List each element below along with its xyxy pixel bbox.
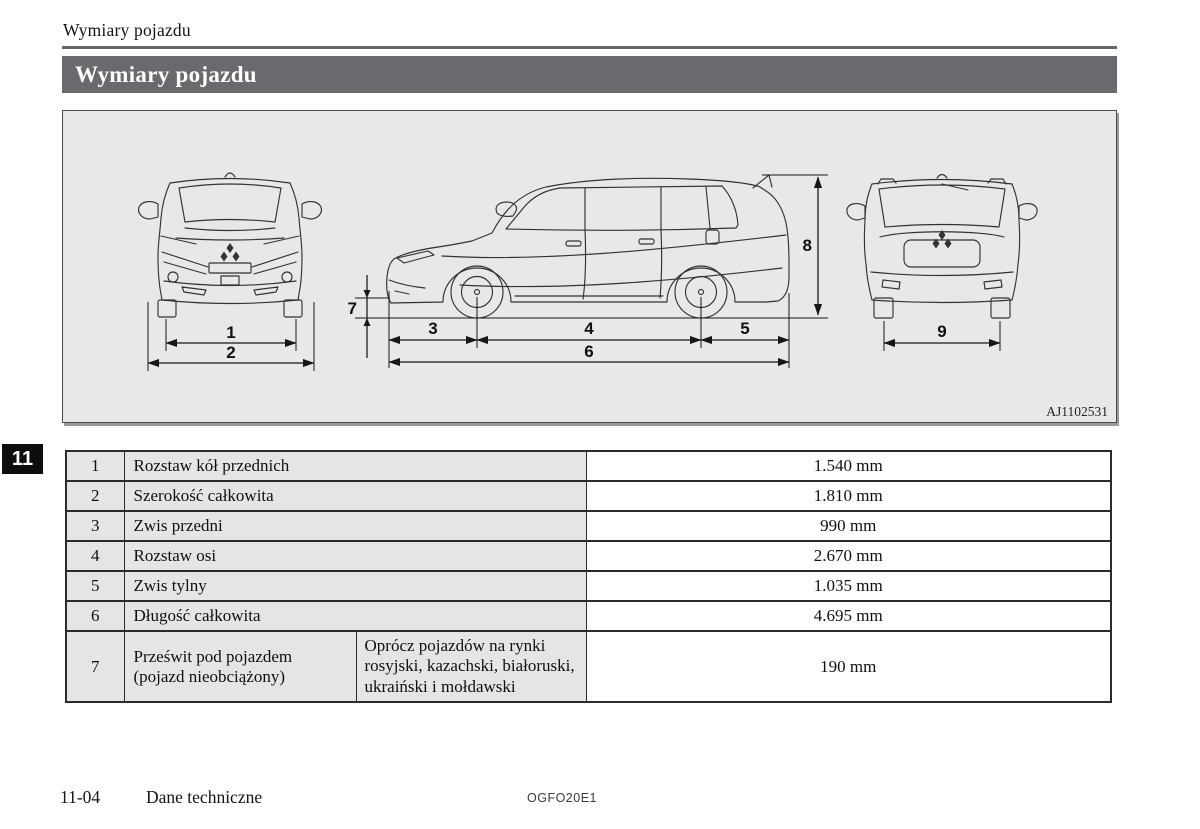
header-rule	[62, 46, 1117, 49]
footer-doc-code: OGFO20E1	[527, 791, 597, 805]
figure-code: AJ1102531	[1046, 404, 1108, 419]
cell-label: Rozstaw osi	[124, 541, 586, 571]
cell-num: 1	[66, 451, 124, 481]
dim-label-7: 7	[347, 299, 357, 318]
cell-value: 1.810 mm	[586, 481, 1111, 511]
dim-label-4: 4	[584, 319, 594, 338]
cell-num: 2	[66, 481, 124, 511]
dimensions-table-body	[66, 451, 1111, 702]
dim-label-1: 1	[226, 323, 236, 342]
cell-label: Zwis przedni	[124, 511, 586, 541]
dim-label-5: 5	[740, 319, 750, 338]
cell-num: 4	[66, 541, 124, 571]
dim-label-9: 9	[937, 322, 947, 341]
dim-label-2: 2	[226, 343, 236, 362]
car-rear-view	[847, 175, 1037, 319]
footer-page-number: 11-04	[60, 787, 101, 807]
dim-label-6: 6	[584, 342, 594, 361]
table-row	[66, 511, 1111, 541]
cell-label: Szerokość całkowita	[124, 481, 586, 511]
table-row	[66, 601, 1111, 631]
cell-value: 2.670 mm	[586, 541, 1111, 571]
cell-num: 6	[66, 601, 124, 631]
table-row	[66, 481, 1111, 511]
dimensions-table	[65, 450, 1112, 703]
dim-label-8: 8	[802, 236, 812, 255]
cell-value: 1.540 mm	[586, 451, 1111, 481]
cell-value: 4.695 mm	[586, 601, 1111, 631]
cell-num: 3	[66, 511, 124, 541]
cell-label: Prześwit pod pojazdem (pojazd nieobciążony)	[124, 631, 356, 702]
cell-label: Zwis tylny	[124, 571, 586, 601]
table-row	[66, 541, 1111, 571]
table-row	[66, 451, 1111, 481]
cell-value: 990 mm	[586, 511, 1111, 541]
cell-label: Długość całkowita	[124, 601, 586, 631]
cell-label: Rozstaw kół przednich	[124, 451, 586, 481]
table-row	[66, 631, 1111, 702]
cell-value: 190 mm	[586, 631, 1111, 702]
dimension-lines	[148, 175, 1000, 371]
dim-label-3: 3	[428, 319, 438, 338]
cell-note: Oprócz pojazdów na rynki rosyjski, kazachski, białoruski, ukraiński i mołdawski	[356, 631, 586, 702]
vehicle-dimensions-diagram	[62, 110, 1117, 423]
cell-num: 5	[66, 571, 124, 601]
table-row	[66, 571, 1111, 601]
section-title: Wymiary pojazdu	[75, 62, 257, 87]
dimensions-figure	[62, 110, 1117, 423]
footer-chapter-name: Dane techniczne	[146, 787, 263, 807]
chapter-tab: 11	[2, 444, 43, 474]
cell-num: 7	[66, 631, 124, 702]
running-header: Wymiary pojazdu	[63, 20, 191, 40]
page-footer	[0, 787, 1200, 811]
cell-value: 1.035 mm	[586, 571, 1111, 601]
section-title-bar	[62, 56, 1117, 93]
car-front-view	[139, 173, 322, 317]
car-side-view	[387, 175, 789, 318]
